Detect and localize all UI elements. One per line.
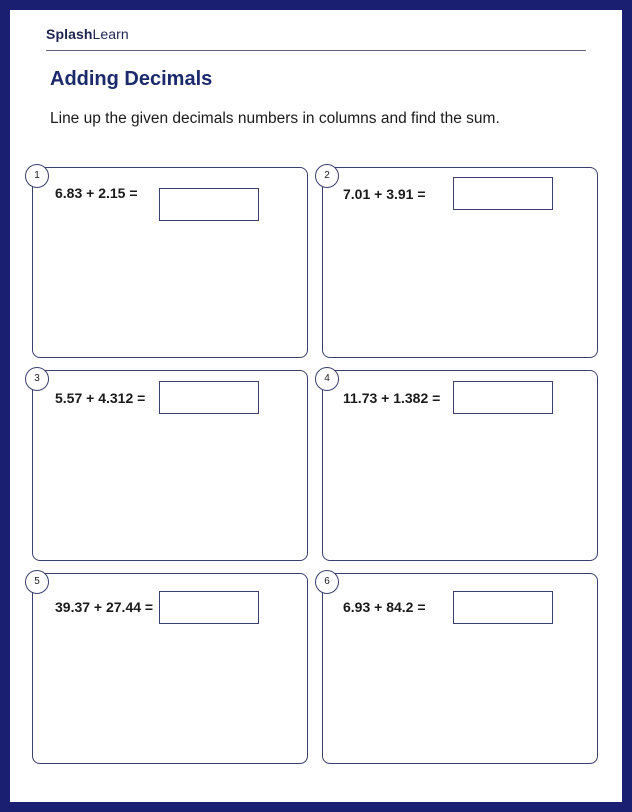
problem-expression-6: 6.93 + 84.2 = xyxy=(343,599,426,615)
brand-name-light: Learn xyxy=(92,26,129,42)
problem-expression-4: 11.73 + 1.382 = xyxy=(343,390,441,406)
instructions: Line up the given decimals numbers in columns and find the sum. xyxy=(50,110,500,127)
problem-box-4 xyxy=(322,370,598,561)
answer-box-6[interactable] xyxy=(453,591,553,624)
brand-name-bold: Splash xyxy=(46,26,93,42)
problem-box-5 xyxy=(32,573,308,764)
problem-number-4: 4 xyxy=(315,367,339,391)
answer-box-2[interactable] xyxy=(453,177,553,210)
answer-box-4[interactable] xyxy=(453,381,553,414)
problem-box-2 xyxy=(322,167,598,358)
problem-expression-1: 6.83 + 2.15 = xyxy=(55,185,138,201)
answer-box-3[interactable] xyxy=(159,381,259,414)
problem-box-1 xyxy=(32,167,308,358)
problem-number-5: 5 xyxy=(25,570,49,594)
header-divider xyxy=(46,50,586,51)
problem-expression-3: 5.57 + 4.312 = xyxy=(55,390,146,406)
problem-number-3: 3 xyxy=(25,367,49,391)
problem-box-6 xyxy=(322,573,598,764)
problem-expression-2: 7.01 + 3.91 = xyxy=(343,186,426,202)
problem-expression-5: 39.37 + 27.44 = xyxy=(55,599,154,615)
problem-box-3 xyxy=(32,370,308,561)
problem-number-1: 1 xyxy=(25,164,49,188)
brand-logo xyxy=(46,26,129,42)
worksheet xyxy=(10,10,622,802)
problem-number-6: 6 xyxy=(315,570,339,594)
page-title: Adding Decimals xyxy=(50,68,213,90)
answer-box-5[interactable] xyxy=(159,591,259,624)
problem-number-2: 2 xyxy=(315,164,339,188)
answer-box-1[interactable] xyxy=(159,188,259,221)
